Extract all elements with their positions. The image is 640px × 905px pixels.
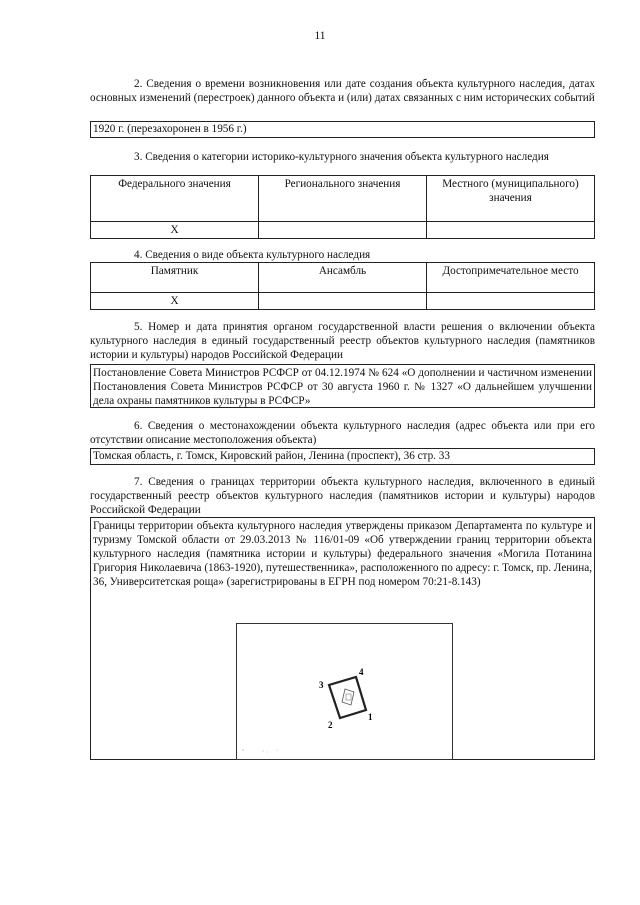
category-local-mark — [427, 222, 595, 239]
section-7-value: Границы территории объекта культурного наследия утверждены приказом Департамента по культуре и туризму Томской области от 29.03.2013 № 116/01-09 «Об утверждении границ территории объекта культурного наследия (памятника истории и культуры) федерального значения «Могила Потанина Григория Николаевича (1863-1920), путешественника», расположенного по адресу: г. Томск, пр. Ленина, 36, Университетская роща» (зарегистрированы в ЕГРН под номером 70:21-8.143) — [93, 520, 593, 588]
type-monument-header: Памятник — [91, 263, 259, 293]
boundary-point-2: 2 — [328, 720, 333, 730]
section-4-heading: 4. Сведения о виде объекта культурного наследия — [134, 249, 371, 261]
scan-speckles — [242, 749, 277, 752]
section-7-heading: 7. Сведения о границах территории объекта культурного наследия, включенного в единый государственный реестр объектов культурного наследия (памятников истории и культуры) народов Российской Федерации — [90, 476, 595, 516]
section-3-heading: 3. Сведения о категории историко-культурного значения объекта культурного наследия — [134, 151, 549, 163]
section-6-value: Томская область, г. Томск, Кировский район, Ленина (проспект), 36 стр. 33 — [90, 448, 595, 465]
type-ensemble-header: Ансамбль — [259, 263, 427, 293]
boundary-point-3: 3 — [319, 680, 324, 690]
type-ensemble-mark — [259, 293, 427, 310]
category-federal-header: Федерального значения — [91, 176, 259, 222]
section-6-heading: 6. Сведения о местонахождении объекта культурного наследия (адрес объекта или при его отсутствии описание местоположения объекта) — [90, 420, 595, 446]
category-local-header: Местного (муниципального) значения — [427, 176, 595, 222]
page-number: 11 — [314, 30, 326, 42]
section-2-heading: 2. Сведения о времени возникновения или дате создания объекта культурного наследия, датах основных изменений (перестроек) данного объекта и (или) датах связанных с ним исторических событий — [90, 78, 595, 104]
boundary-polygon — [329, 677, 366, 718]
type-table — [90, 262, 595, 310]
category-table — [90, 175, 595, 239]
type-landmark-mark — [427, 293, 595, 310]
boundary-plan-drawing — [237, 624, 454, 761]
section-7-box — [90, 517, 595, 760]
boundary-plan — [236, 623, 453, 760]
section-5-heading: 5. Номер и дата принятия органом государственной власти решения о включении объекта культурного наследия в единый государственный реестр объектов культурного наследия (памятников истории и культуры) народов Российской Федерации — [90, 321, 595, 361]
category-regional-header: Регионального значения — [259, 176, 427, 222]
boundary-point-4: 4 — [359, 667, 364, 677]
type-landmark-header: Достопримечательное место — [427, 263, 595, 293]
section-2-value: 1920 г. (перезахоронен в 1956 г.) — [90, 121, 595, 138]
type-monument-mark: Х — [91, 293, 259, 310]
monument-outline — [342, 689, 354, 705]
section-5-value: Постановление Совета Министров РСФСР от 04.12.1974 № 624 «О дополнении и частичном изменении Постановления Совета Министров РСФСР от 30 августа 1960 г. № 1327 «О дальнейшем улучшении дела охраны памятников культуры в РСФСР» — [90, 364, 595, 408]
boundary-point-1: 1 — [368, 712, 373, 722]
category-regional-mark — [259, 222, 427, 239]
category-federal-mark: Х — [91, 222, 259, 239]
monument-marker — [346, 694, 351, 700]
